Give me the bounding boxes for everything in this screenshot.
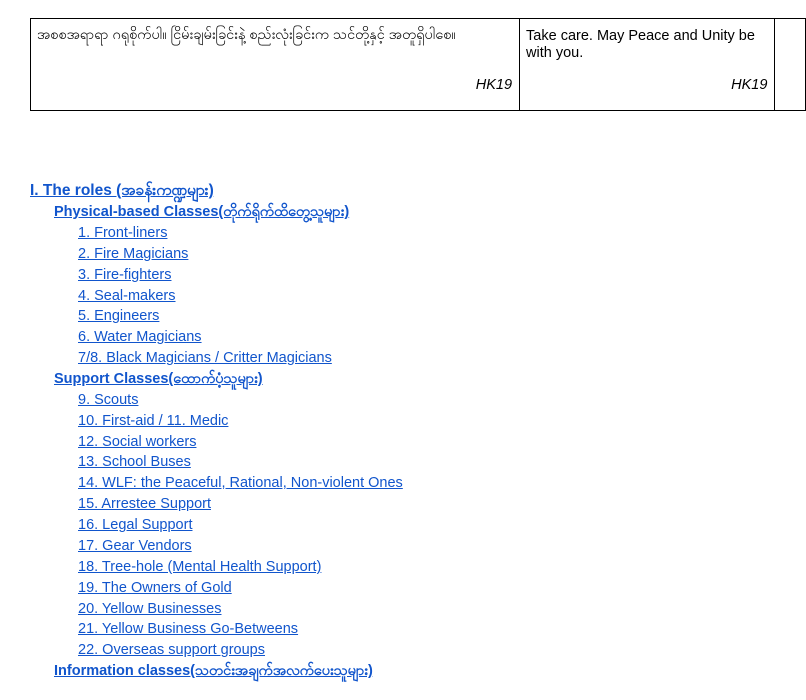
toc-link-item[interactable]: 22. Overseas support groups [78, 642, 265, 658]
empty-cell [775, 19, 806, 111]
toc-link-item[interactable]: 14. WLF: the Peaceful, Rational, Non-violent Ones [78, 475, 403, 491]
english-code: HK19 [731, 77, 768, 93]
toc-link-item[interactable]: 1. Front-liners [78, 225, 168, 241]
english-cell [520, 19, 775, 111]
toc-link-item[interactable]: 3. Fire-fighters [78, 267, 172, 283]
english-text: Take care. May Peace and Unity be with you. [526, 28, 755, 61]
toc-link-item[interactable]: 4. Seal-makers [78, 288, 176, 304]
toc-link-physical-classes[interactable]: Physical-based Classes(တိုက်ရိုက်ထိတွေ့သူများ) [54, 204, 350, 220]
toc-link-item[interactable]: 6. Water Magicians [78, 329, 202, 345]
toc-link-item[interactable]: 21. Yellow Business Go-Betweens [78, 621, 299, 637]
toc-link-item[interactable]: 19. The Owners of Gold [78, 580, 232, 596]
myanmar-cell [31, 19, 520, 111]
toc-link-item[interactable]: 2. Fire Magicians [78, 246, 189, 262]
toc-link-information-classes[interactable]: Information classes(သတင်းအချက်အလက်ပေးသူများ) [54, 663, 373, 679]
toc-link-item[interactable]: 7/8. Black Magicians / Critter Magicians [78, 350, 332, 366]
toc-link-item[interactable]: 10. First-aid / 11. Medic [78, 413, 229, 429]
toc-link-item[interactable]: 13. School Buses [78, 454, 191, 470]
toc-link-item[interactable]: 15. Arrestee Support [78, 496, 211, 512]
myanmar-code: HK19 [475, 77, 513, 93]
toc-link-item[interactable]: 20. Yellow Businesses [78, 601, 222, 617]
toc-link-item[interactable]: 16. Legal Support [78, 517, 193, 533]
toc-link-roles[interactable]: I. The roles (အခန်းကဏ္ဍများ) [30, 182, 214, 199]
toc-link-support-classes[interactable]: Support Classes(ထောက်ပံ့သူများ) [54, 371, 263, 387]
table-row [31, 19, 806, 111]
translation-table [30, 18, 806, 111]
toc-link-item[interactable]: 18. Tree-hole (Mental Health Support) [78, 559, 322, 575]
myanmar-text: အစစအရာရာ ဂရုစိုက်ပါ။ ငြိမ်းချမ်းခြင်းနဲ့ စည်းလုံးခြင်းက သင်တို့နှင့် အတူရှိပါစေ။ [37, 27, 456, 43]
toc-link-item[interactable]: 17. Gear Vendors [78, 538, 192, 554]
toc-link-item[interactable]: 9. Scouts [78, 392, 139, 408]
toc-link-item[interactable]: 5. Engineers [78, 308, 160, 324]
toc-link-item[interactable]: 12. Social workers [78, 434, 197, 450]
